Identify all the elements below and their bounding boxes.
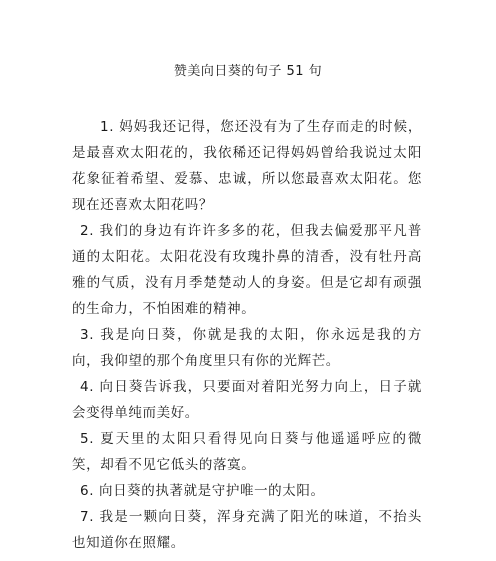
paragraph-4: 4. 向日葵告诉我，只要面对着阳光努力向上，日子就会变得单纯而美好。 <box>72 379 422 421</box>
paragraph-7: 7. 我是一颗向日葵，浑身充满了阳光的味道，不抬头也知道你在照耀。 <box>72 509 422 551</box>
paragraph-3: 3. 我是向日葵，你就是我的太阳，你永远是我的方向，我仰望的那个角度里只有你的光辉芒。 <box>72 327 422 369</box>
document-body <box>72 114 422 556</box>
paragraph-6: 6. 向日葵的执著就是守护唯一的太阳。 <box>80 483 325 499</box>
paragraph-1: 1. 妈妈我还记得，您还没有为了生存而走的时候，是最喜欢太阳花的，我依稀还记得妈妈曾给我说过太阳花象征着希望、爱慕、忠诚，所以您最喜欢太阳花。您现在还喜欢太阳花吗？ <box>72 119 422 213</box>
document-title: 赞美向日葵的句子 51 句 <box>173 64 323 79</box>
paragraph-5: 5. 夏天里的太阳只看得见向日葵与他遥遥呼应的微笑，却看不见它低头的落寞。 <box>72 431 422 473</box>
paragraph-2: 2. 我们的身边有许许多多的花，但我去偏爱那平凡普通的太阳花。太阳花没有玫瑰扑鼻的清香，没有牡丹高雅的气质，没有月季楚楚动人的身姿。但是它却有顽强的生命力，不怕困难的精神。 <box>72 223 422 317</box>
